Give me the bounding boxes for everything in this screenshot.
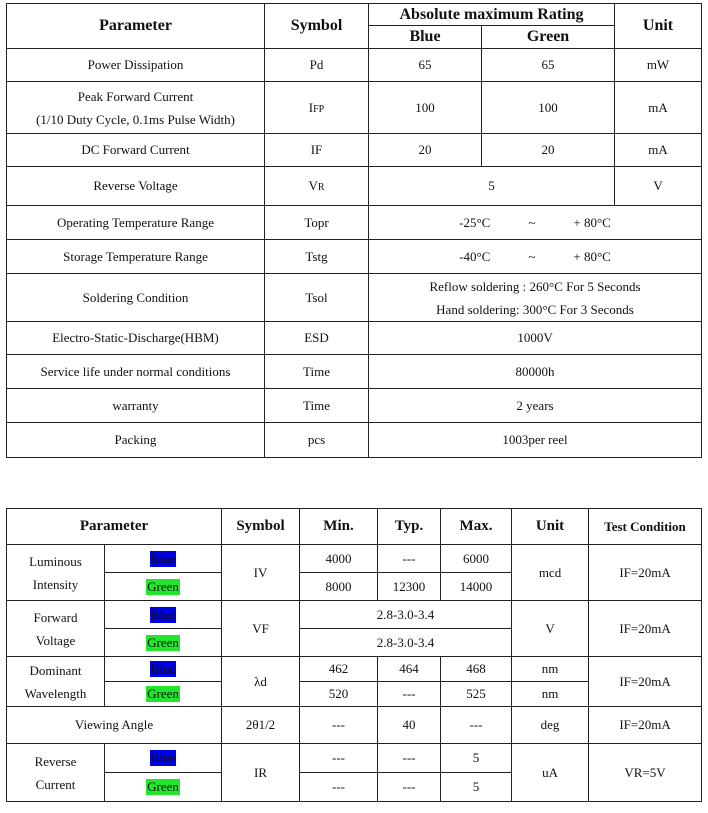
header-symbol: Symbol: [265, 4, 369, 49]
color-cell-green: [105, 773, 222, 802]
param-label: [7, 601, 105, 657]
table-row: [7, 389, 702, 423]
range-min: -25°C: [459, 214, 491, 230]
symbol-cell: Topr: [265, 206, 369, 240]
rating-value: 80000h: [369, 355, 702, 389]
param-label: Operating Temperature Range: [7, 206, 265, 240]
param-label: [7, 657, 105, 707]
header-blue: Blue: [369, 26, 482, 49]
param-line-2: Intensity: [32, 576, 79, 592]
param-label: [7, 744, 105, 802]
symbol-cell: IF: [265, 134, 369, 167]
max-value: 6000: [441, 545, 512, 573]
table-row: [7, 355, 702, 389]
rating-value: 2 years: [369, 389, 702, 423]
typ-value: ---: [378, 545, 441, 573]
color-cell-blue: [105, 657, 222, 682]
header-parameter: Parameter: [7, 4, 265, 49]
max-value: 5: [441, 773, 512, 802]
min-value: 4000: [300, 545, 378, 573]
symbol-cell: Pd: [265, 49, 369, 82]
param-line-2: Wavelength: [24, 685, 87, 701]
param-label: Electro-Static-Discharge(HBM): [7, 322, 265, 355]
table-row: [7, 49, 702, 82]
unit-cell: V: [615, 167, 702, 206]
param-label: Power Dissipation: [7, 49, 265, 82]
param-line-1: Peak Forward Current: [77, 88, 194, 104]
soldering-condition: [369, 274, 702, 322]
table-row: [7, 707, 702, 744]
param-line-1: Reverse: [34, 753, 77, 769]
blue-swatch: Blue: [150, 606, 176, 622]
green-swatch: Green: [147, 634, 179, 650]
color-cell-blue: [105, 601, 222, 629]
header-symbol: Symbol: [222, 509, 300, 545]
absolute-max-rating-table: [6, 3, 702, 458]
symbol-main: V: [308, 178, 318, 193]
table-row: [7, 423, 702, 458]
param-line-1: Dominant: [29, 662, 82, 678]
range-min: -40°C: [459, 248, 491, 264]
symbol-cell: Time: [265, 355, 369, 389]
unit-cell: deg: [512, 707, 589, 744]
unit-cell: mA: [615, 82, 702, 134]
temperature-range: [369, 240, 702, 274]
green-swatch: Green: [147, 578, 179, 594]
range-max: + 80°C: [573, 248, 611, 264]
symbol-cell: [265, 167, 369, 206]
reflow-line: Reflow soldering : 260°C For 5 Seconds: [429, 278, 641, 294]
header-green: Green: [482, 26, 615, 49]
symbol-cell: Tsol: [265, 274, 369, 322]
min-value: 8000: [300, 573, 378, 601]
param-label: Storage Temperature Range: [7, 240, 265, 274]
header-parameter: Parameter: [7, 509, 222, 545]
green-swatch: Green: [147, 779, 179, 794]
param-label: Viewing Angle: [7, 707, 222, 744]
symbol-sub: FP: [313, 103, 325, 115]
symbol-cell: IR: [222, 744, 300, 802]
test-condition: IF=20mA: [589, 601, 702, 657]
test-condition: IF=20mA: [589, 657, 702, 707]
typ-value: 464: [378, 657, 441, 682]
param-line-2: (1/10 Duty Cycle, 0.1ms Pulse Width): [36, 111, 235, 127]
color-cell-green: [105, 573, 222, 601]
header-unit: Unit: [615, 4, 702, 49]
rating-value: 1000V: [369, 322, 702, 355]
range-max: + 80°C: [573, 214, 611, 230]
max-value: 14000: [441, 573, 512, 601]
min-value: 462: [300, 657, 378, 682]
rating-value: 1003per reel: [369, 423, 702, 458]
test-condition: IF=20mA: [589, 707, 702, 744]
unit-cell: mA: [615, 134, 702, 167]
param-line-1: Forward: [33, 609, 78, 625]
symbol-cell: Tstg: [265, 240, 369, 274]
header-unit: Unit: [512, 509, 589, 545]
range-value: 2.8-3.0-3.4: [300, 601, 512, 629]
param-line-2: Current: [35, 776, 76, 792]
blue-swatch: Blue: [150, 750, 176, 765]
test-condition: IF=20mA: [589, 545, 702, 601]
max-value: 468: [441, 657, 512, 682]
symbol-cell: Time: [265, 389, 369, 423]
symbol-main: I: [308, 99, 314, 115]
symbol-sub: R: [317, 182, 325, 193]
param-label: warranty: [7, 389, 265, 423]
typ-value: ---: [378, 682, 441, 707]
symbol-cell: λd: [222, 657, 300, 707]
table-row: [7, 167, 702, 206]
table-row: [7, 134, 702, 167]
param-line-1: Luminous: [29, 553, 82, 569]
param-label: Packing: [7, 423, 265, 458]
unit-cell: mW: [615, 49, 702, 82]
param-label: Service life under normal conditions: [7, 355, 265, 389]
color-cell-green: [105, 682, 222, 707]
param-line-2: Voltage: [35, 632, 76, 648]
electro-optical-table: [6, 508, 702, 802]
unit-cell: mcd: [512, 545, 589, 601]
test-condition: VR=5V: [589, 744, 702, 802]
symbol-cell: IV: [222, 545, 300, 601]
unit-cell: nm: [512, 682, 589, 707]
range-tilde: ~: [528, 214, 536, 230]
typ-value: ---: [378, 744, 441, 773]
color-cell-green: [105, 629, 222, 657]
table-row: [7, 322, 702, 355]
table-row: [7, 657, 702, 682]
header-rating: Absolute maximum Rating: [369, 4, 615, 26]
table-row: [7, 274, 702, 322]
table-row: [7, 545, 702, 573]
range-tilde: ~: [528, 248, 536, 264]
min-value: ---: [300, 744, 378, 773]
blue-value: 20: [369, 134, 482, 167]
unit-cell: V: [512, 601, 589, 657]
symbol-cell: [265, 82, 369, 134]
header-typ: Typ.: [378, 509, 441, 545]
table-row: [7, 601, 702, 629]
typ-value: 12300: [378, 573, 441, 601]
max-value: ---: [441, 707, 512, 744]
table-row: [7, 240, 702, 274]
table-row: [7, 82, 702, 134]
min-value: 520: [300, 682, 378, 707]
range-value: 2.8-3.0-3.4: [300, 629, 512, 657]
blue-swatch: Blue: [150, 661, 176, 676]
header-max: Max.: [441, 509, 512, 545]
typ-value: ---: [378, 773, 441, 802]
color-cell-blue: [105, 744, 222, 773]
green-value: 20: [482, 134, 615, 167]
blue-value: 100: [369, 82, 482, 134]
param-label: DC Forward Current: [7, 134, 265, 167]
param-label: Soldering Condition: [7, 274, 265, 322]
max-value: 525: [441, 682, 512, 707]
green-swatch: Green: [147, 686, 179, 701]
blue-swatch: Blue: [150, 550, 176, 566]
rating-value: 5: [369, 167, 615, 206]
green-value: 65: [482, 49, 615, 82]
table-row: [7, 744, 702, 773]
min-value: ---: [300, 707, 378, 744]
param-label: [7, 82, 265, 134]
unit-cell: nm: [512, 657, 589, 682]
color-cell-blue: [105, 545, 222, 573]
symbol-cell: ESD: [265, 322, 369, 355]
param-label: [7, 545, 105, 601]
hand-line: Hand soldering: 300°C For 3 Seconds: [436, 301, 634, 317]
green-value: 100: [482, 82, 615, 134]
symbol-cell: 2θ1/2: [222, 707, 300, 744]
symbol-cell: pcs: [265, 423, 369, 458]
min-value: ---: [300, 773, 378, 802]
unit-cell: uA: [512, 744, 589, 802]
table-row: [7, 206, 702, 240]
max-value: 5: [441, 744, 512, 773]
header-test-condition: Test Condition: [589, 509, 702, 545]
symbol-cell: VF: [222, 601, 300, 657]
header-min: Min.: [300, 509, 378, 545]
param-label: Reverse Voltage: [7, 167, 265, 206]
blue-value: 65: [369, 49, 482, 82]
typ-value: 40: [378, 707, 441, 744]
temperature-range: [369, 206, 702, 240]
